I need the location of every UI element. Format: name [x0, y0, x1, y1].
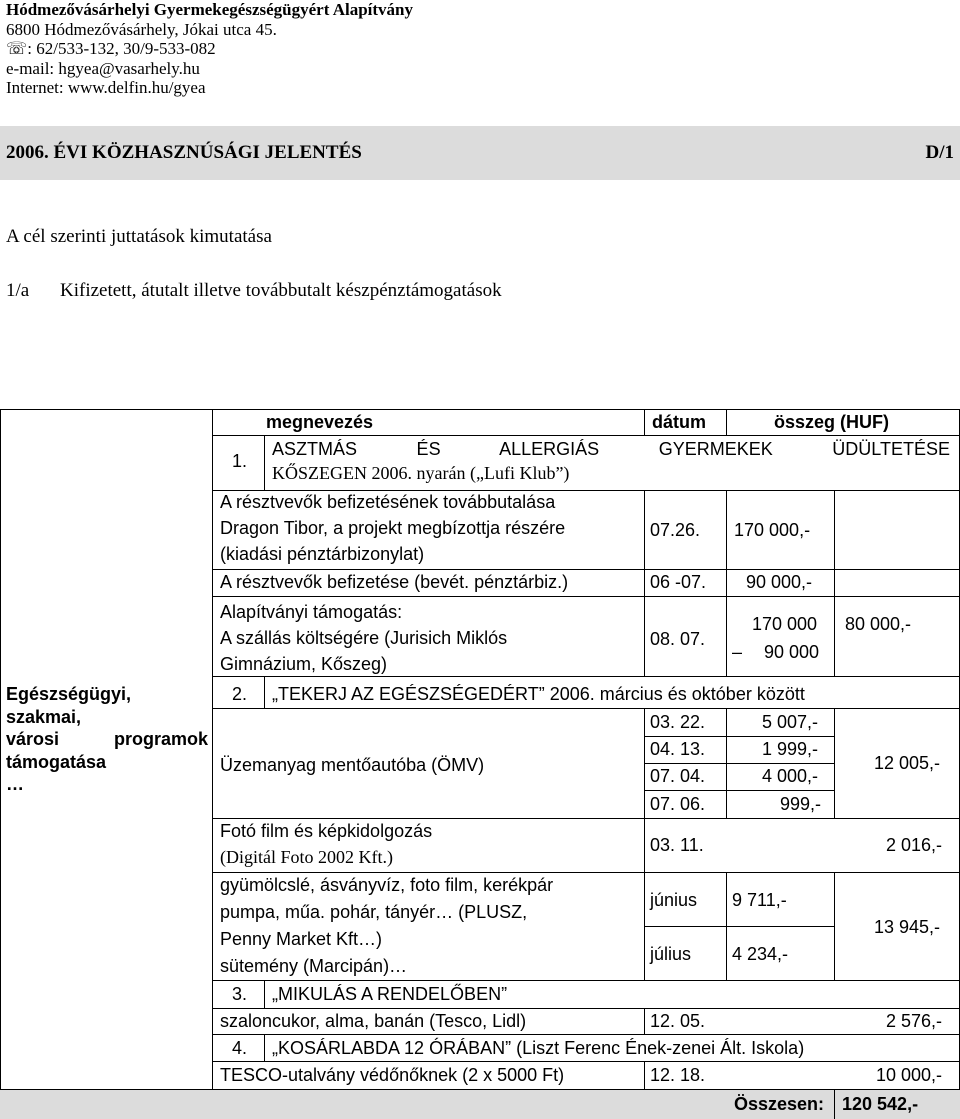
category-line4: támogatása: [6, 751, 107, 772]
p4-number: 4.: [232, 1038, 248, 1058]
p2-fuel-text: Üzemanyag mentőautóba (ÖMV): [220, 755, 485, 775]
p1-row1-line1: A résztvevők befizetésének továbbutalása: [220, 492, 556, 512]
p2-photo-date: 03. 11.: [650, 835, 704, 855]
p4-amount: 10 000,-: [876, 1065, 943, 1085]
p3-date: 12. 05.: [650, 1011, 706, 1031]
p1-row3-total: 80 000,-: [845, 614, 912, 634]
p4-text: TESCO-utalvány védőnőknek (2 x 5000 Ft): [220, 1065, 565, 1085]
p3-title: „MIKULÁS A RENDELŐBEN”: [272, 984, 508, 1004]
p2-fuel-date-2: 04. 13.: [650, 739, 706, 759]
p1-row3-line1: Alapítványi támogatás:: [220, 602, 403, 622]
category-line1: Egészségügyi,: [6, 684, 132, 704]
p3-number: 3.: [232, 984, 248, 1004]
p1-row3-minus: –: [732, 642, 743, 662]
org-header: [6, 0, 413, 98]
p1-row3-amount1: 170 000: [752, 614, 818, 634]
header-name: megnevezés: [266, 412, 374, 432]
p2-fuel-amount-4: 999,-: [780, 794, 822, 814]
table-border-top: [0, 409, 960, 410]
section-title: A cél szerinti juttatások kimutatása: [6, 226, 272, 247]
p1-number: 1.: [232, 451, 248, 471]
p1-row1-amount: 170 000,-: [734, 520, 811, 540]
total-value: 120 542,-: [842, 1094, 919, 1114]
org-internet: Internet: www.delfin.hu/gyea: [6, 78, 206, 97]
table-border-left: [0, 409, 1, 1119]
p2-fuel-amount-2: 1 999,-: [762, 739, 819, 759]
p2-misc-line4: sütemény (Marcipán)…: [220, 956, 408, 976]
org-phone: ☏: 62/533-132, 30/9-533-082: [6, 39, 216, 58]
p3-amount: 2 576,-: [886, 1011, 943, 1031]
report-title-band: [0, 126, 960, 180]
category-divider: [212, 409, 213, 1119]
p2-fuel-date-1: 03. 22.: [650, 712, 706, 732]
p2-misc-amount1: 9 711,-: [732, 890, 787, 910]
p1-row2-date: 06 -07.: [650, 572, 707, 592]
p4-title: „KOSÁRLABDA 12 ÓRÁBAN” (Liszt Ferenc Ének-zenei Ált. Iskola): [272, 1038, 805, 1058]
p2-misc-line1: gyümölcslé, ásványvíz, foto film, kerékpár: [220, 875, 554, 895]
category-line5: …: [6, 774, 24, 794]
total-label: Összesen:: [734, 1094, 825, 1114]
p2-fuel-date-3: 07. 04.: [650, 766, 706, 786]
p2-photo-line2: (Digitál Foto 2002 Kft.): [220, 847, 393, 867]
category-cell: [6, 683, 208, 796]
subsection-title: [6, 280, 502, 302]
p2-misc-date1: június: [650, 890, 698, 910]
p2-fuel-total: 12 005,-: [874, 753, 941, 773]
p1-row1-line2: Dragon Tibor, a projekt megbízottja részére: [220, 518, 566, 538]
org-name: Hódmezővásárhelyi Gyermekegészségügyért Alapítvány: [6, 0, 413, 19]
org-address: 6800 Hódmezővásárhely, Jókai utca 45.: [6, 19, 277, 39]
p1-row3-line2: A szállás költségére (Jurisich Miklós: [220, 628, 508, 648]
p1-row3-date: 08. 07.: [650, 629, 706, 649]
p1-title-line2: KŐSZEGEN 2006. nyarán („Lufi Klub”): [272, 463, 570, 483]
p1-row3-amount2: 90 000: [764, 642, 820, 662]
p2-photo-line1: Fotó film és képkidolgozás: [220, 821, 433, 841]
p2-misc-line3: Penny Market Kft…): [220, 929, 383, 949]
p3-text: szaloncukor, alma, banán (Tesco, Lidl): [220, 1011, 527, 1031]
p1-row1-date: 07.26.: [650, 520, 701, 540]
p1-row3-line3: Gimnázium, Kőszeg): [220, 654, 388, 674]
header-amount: összeg (HUF): [774, 412, 890, 432]
report-code: D/1: [925, 142, 954, 163]
p2-fuel-amount-3: 4 000,-: [762, 766, 819, 786]
p1-row2-text: A résztvevők befizetése (bevét. pénztárbiz.): [220, 572, 569, 592]
p2-photo-amount: 2 016,-: [886, 835, 943, 855]
p4-date: 12. 18.: [650, 1065, 706, 1085]
p2-misc-amount2: 4 234,-: [732, 944, 789, 964]
p2-title: „TEKERJ AZ EGÉSZSÉGEDÉRT” 2006. március és október között: [272, 684, 805, 704]
subsection-text: Kifizetett, átutalt illetve továbbutalt készpénztámogatások: [60, 280, 502, 301]
header-date: dátum: [652, 412, 706, 432]
p2-misc-line2: pumpa, műa. pohár, tányér… (PLUSZ,: [220, 902, 528, 922]
p1-title-line1: ASZTMÁS ÉS ALLERGIÁS GYERMEKEK ÜDÜLTETÉSE: [272, 439, 950, 459]
subsection-number: 1/a: [6, 280, 30, 301]
p2-fuel-date-4: 07. 06.: [650, 794, 706, 814]
category-line3: városi programok: [6, 729, 208, 749]
p1-row2-amount: 90 000,-: [746, 572, 813, 592]
category-line2: szakmai,: [6, 706, 82, 727]
p1-row1-line3: (kiadási pénztárbizonylat): [220, 544, 425, 564]
p2-misc-total: 13 945,-: [874, 917, 941, 937]
report-title: 2006. ÉVI KÖZHASZNÚSÁGI JELENTÉS: [6, 142, 362, 163]
phone-icon: ☏: [6, 39, 28, 58]
org-email: e-mail: hgyea@vasarhely.hu: [6, 58, 200, 78]
p2-number: 2.: [232, 684, 248, 704]
p2-misc-date2: július: [650, 944, 692, 964]
p2-fuel-amount-1: 5 007,-: [762, 712, 819, 732]
